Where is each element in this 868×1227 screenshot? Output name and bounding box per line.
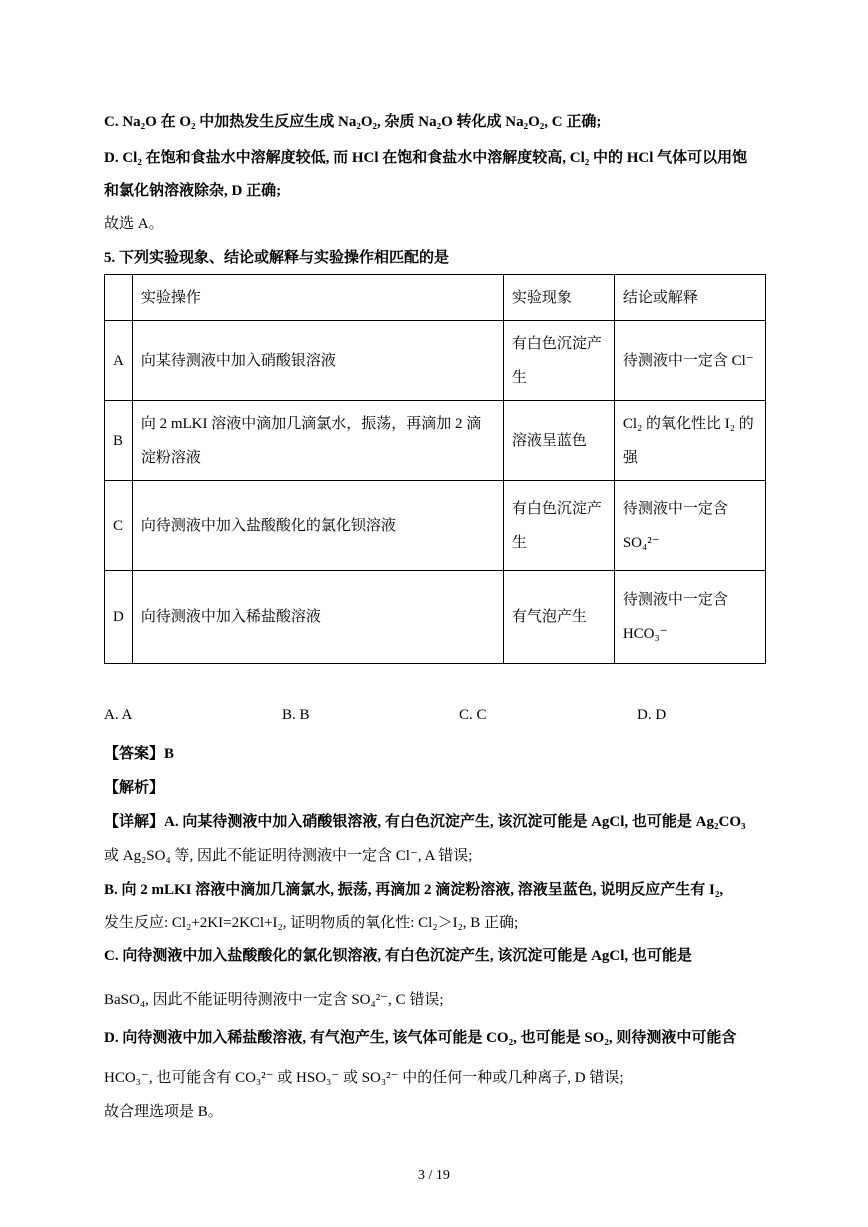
analysis-b-2: 发生反应: Cl₂+2KI=2KCl+I₂, 证明物质的氧化性: Cl₂＞I₂, B 正确;: [104, 915, 519, 931]
row-conclusion: 待测液中一定含 SO₄²⁻: [614, 481, 765, 571]
row-operation: 向 2 mLKI 溶液中滴加几滴氯水，振荡，再滴加 2 滴淀粉溶液: [132, 401, 503, 481]
table-row: [105, 321, 766, 401]
table-header-cell: 结论或解释: [614, 275, 765, 321]
option-c: C. C: [459, 707, 487, 723]
row-phenomenon: 溶液呈蓝色: [503, 401, 614, 481]
row-operation: 向待测液中加入稀盐酸溶液: [132, 571, 503, 664]
question-title: 5. 下列实验现象、结论或解释与实验操作相匹配的是: [104, 250, 450, 266]
row-operation: 向某待测液中加入硝酸银溶液: [132, 321, 503, 401]
table-header-cell: 实验操作: [132, 275, 503, 321]
table-header-cell: 实验现象: [503, 275, 614, 321]
table-row: [105, 571, 766, 664]
row-phenomenon: 有气泡产生: [503, 571, 614, 664]
row-phenomenon: 有白色沉淀产生: [503, 321, 614, 401]
row-conclusion: Cl₂ 的氧化性比 I₂ 的强: [614, 401, 765, 481]
row-operation: 向待测液中加入盐酸酸化的氯化钡溶液: [132, 481, 503, 571]
row-label: C: [105, 481, 133, 571]
table-header-cell: [105, 275, 133, 321]
analysis-d-2: HCO₃⁻, 也可能含有 CO₃²⁻ 或 HSO₃⁻ 或 SO₃²⁻ 中的任何一种或几种离子, D 错误;: [104, 1070, 624, 1086]
row-label: B: [105, 401, 133, 481]
analysis-a-1: 【详解】A. 向某待测液中加入硝酸银溶液, 有白色沉淀产生, 该沉淀可能是 AgCl, 也可能是 Ag₂CO₃: [104, 814, 746, 830]
question-table: [104, 274, 766, 664]
analysis-b-1: B. 向 2 mLKI 溶液中滴加几滴氯水, 振荡, 再滴加 2 滴淀粉溶液, 溶液呈蓝色, 说明反应产生有 I₂,: [104, 882, 724, 898]
option-b: B. B: [282, 707, 310, 723]
line-choose: 故选 A。: [104, 216, 164, 232]
row-label: D: [105, 571, 133, 664]
analysis-c-2: BaSO₄, 因此不能证明待测液中一定含 SO₄²⁻, C 错误;: [104, 992, 444, 1008]
line-c-answer: C. Na₂O 在 O₂ 中加热发生反应生成 Na₂O₂, 杂质 Na₂O 转化成 Na₂O₂, C 正确;: [104, 114, 602, 130]
line-d-answer-1: D. Cl₂ 在饱和食盐水中溶解度较低, 而 HCl 在饱和食盐水中溶解度较高, Cl₂ 中的 HCl 气体可以用饱: [104, 150, 748, 166]
analysis-final: 故合理选项是 B。: [104, 1104, 223, 1120]
table-header-row: [105, 275, 766, 321]
option-d: D. D: [637, 707, 667, 723]
page-number: 3 / 19: [418, 1168, 450, 1183]
analysis-d-1: D. 向待测液中加入稀盐酸溶液, 有气泡产生, 该气体可能是 CO₂, 也可能是 SO₂, 则待测液中可能含: [104, 1030, 737, 1046]
line-d-answer-2: 和氯化钠溶液除杂, D 正确;: [104, 183, 282, 199]
table-row: [105, 481, 766, 571]
analysis-label: 【解析】: [104, 780, 165, 796]
row-conclusion: 待测液中一定含 HCO₃⁻: [614, 571, 765, 664]
row-phenomenon: 有白色沉淀产生: [503, 481, 614, 571]
analysis-c-1: C. 向待测液中加入盐酸酸化的氯化钡溶液, 有白色沉淀产生, 该沉淀可能是 AgCl, 也可能是: [104, 948, 692, 964]
answer-label: 【答案】B: [104, 746, 175, 762]
option-a: A. A: [104, 707, 133, 723]
row-conclusion: 待测液中一定含 Cl⁻: [614, 321, 765, 401]
table-row: [105, 401, 766, 481]
analysis-a-2: 或 Ag₂SO₄ 等, 因此不能证明待测液中一定含 Cl⁻, A 错误;: [104, 848, 473, 864]
row-label: A: [105, 321, 133, 401]
